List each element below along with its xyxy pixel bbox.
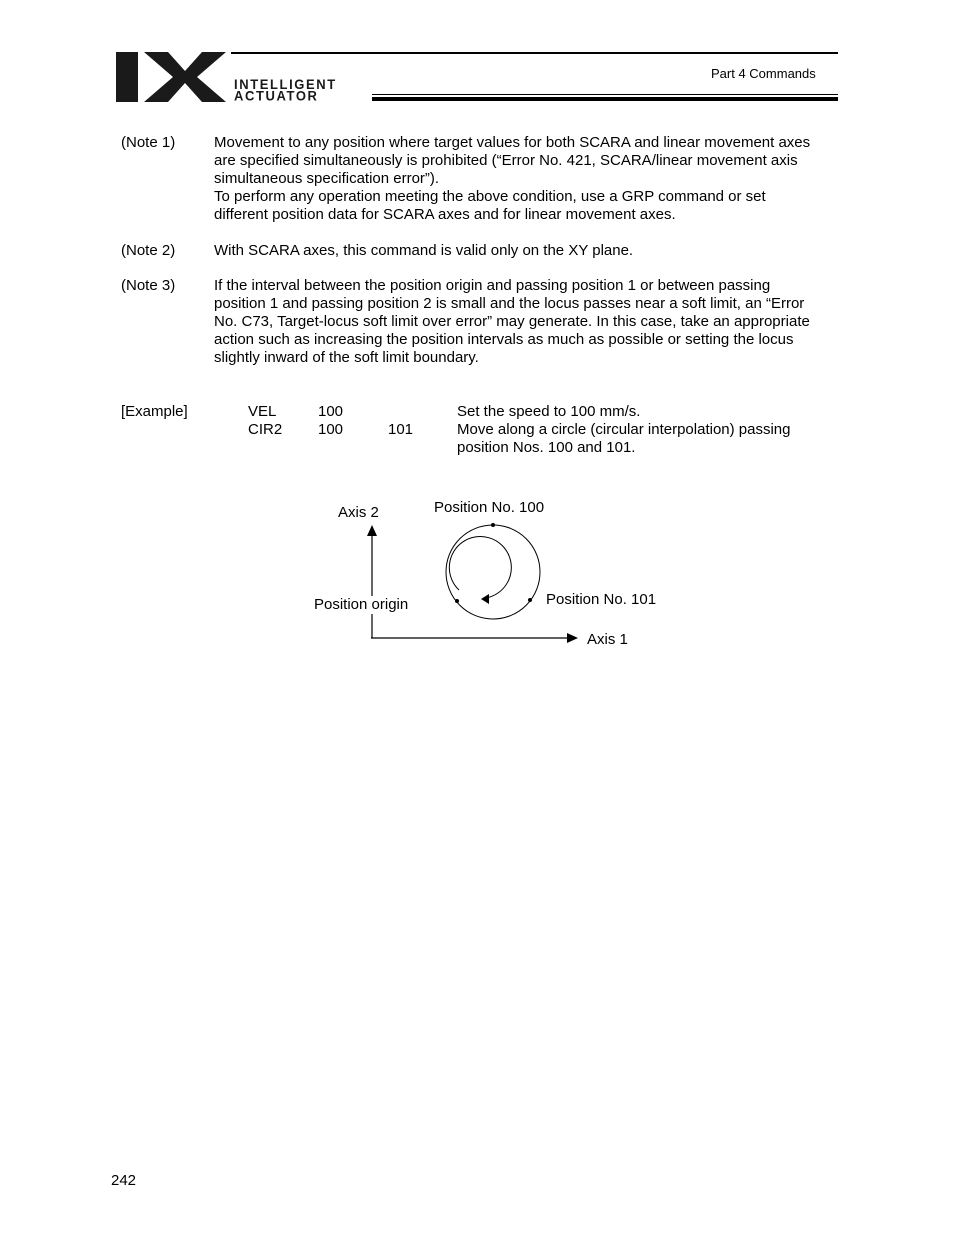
position-101-point bbox=[528, 598, 532, 602]
direction-arrowhead bbox=[481, 594, 489, 604]
note-body bbox=[214, 134, 844, 224]
note-line: slightly inward of the soft limit boundary. bbox=[214, 349, 479, 366]
position-100-label: Position No. 100 bbox=[434, 499, 545, 516]
note-line: position 1 and passing position 2 is small and the locus passes near a soft limit, an “Error bbox=[214, 295, 805, 312]
note-line: If the interval between the position origin and passing position 1 or between passing bbox=[214, 277, 771, 294]
example-operand-2: 101 bbox=[388, 421, 414, 438]
header-rule-top bbox=[231, 52, 838, 54]
note-label: (Note 2) bbox=[121, 242, 176, 259]
note-label: (Note 3) bbox=[121, 277, 176, 294]
example-operand-1: 100 bbox=[318, 403, 344, 420]
example-label: [Example] bbox=[121, 403, 188, 420]
brand-line-2: ACTUATOR bbox=[234, 87, 319, 104]
note-line: No. C73, Target-locus soft limit over error” may generate. In this case, take an appropriate bbox=[214, 313, 810, 330]
example-command: VEL bbox=[248, 403, 277, 420]
direction-arc bbox=[449, 537, 511, 598]
example-operand-1: 100 bbox=[318, 421, 344, 438]
note-line: are specified simultaneously is prohibited (“Error No. 421, SCARA/linear movement axis bbox=[214, 152, 798, 169]
axis-1-label: Axis 1 bbox=[587, 631, 628, 648]
position-100-point bbox=[491, 523, 495, 527]
note-body bbox=[214, 277, 844, 367]
note-line: To perform any operation meeting the above condition, use a GRP command or set bbox=[214, 188, 766, 205]
position-origin-label: Position origin bbox=[314, 596, 409, 613]
example-comment: Move along a circle (circular interpolation) passing bbox=[457, 421, 791, 438]
section-title: Part 4 Commands bbox=[711, 66, 816, 81]
ix-logo-icon bbox=[116, 52, 226, 102]
note-line: With SCARA axes, this command is valid only on the XY plane. bbox=[214, 242, 634, 259]
brand-line-1: INTELLIGENT bbox=[234, 76, 337, 93]
header-rule-bottom bbox=[372, 97, 838, 101]
position-101-label: Position No. 101 bbox=[546, 591, 657, 608]
header-rule-thin bbox=[372, 94, 838, 95]
note-line: different position data for SCARA axes and for linear movement axes. bbox=[214, 206, 676, 223]
axis-2-label: Axis 2 bbox=[338, 504, 379, 521]
circular-locus bbox=[446, 525, 540, 619]
note-body bbox=[214, 242, 844, 260]
note-line: action such as increasing the position intervals as much as possible or setting the locus bbox=[214, 331, 794, 348]
example-command: CIR2 bbox=[248, 421, 283, 438]
note-line: simultaneous specification error”). bbox=[214, 170, 440, 187]
page-number: 242 bbox=[111, 1172, 137, 1189]
position-origin-point bbox=[455, 599, 459, 603]
note-label: (Note 1) bbox=[121, 134, 176, 151]
example-comment: Set the speed to 100 mm/s. bbox=[457, 403, 641, 420]
example-comment: position Nos. 100 and 101. bbox=[457, 439, 636, 456]
axis-1-arrowhead bbox=[567, 633, 578, 643]
note-line: Movement to any position where target values for both SCARA and linear movement axes bbox=[214, 134, 811, 151]
axis-2-arrowhead bbox=[367, 525, 377, 536]
brand-wordmark bbox=[234, 76, 337, 104]
